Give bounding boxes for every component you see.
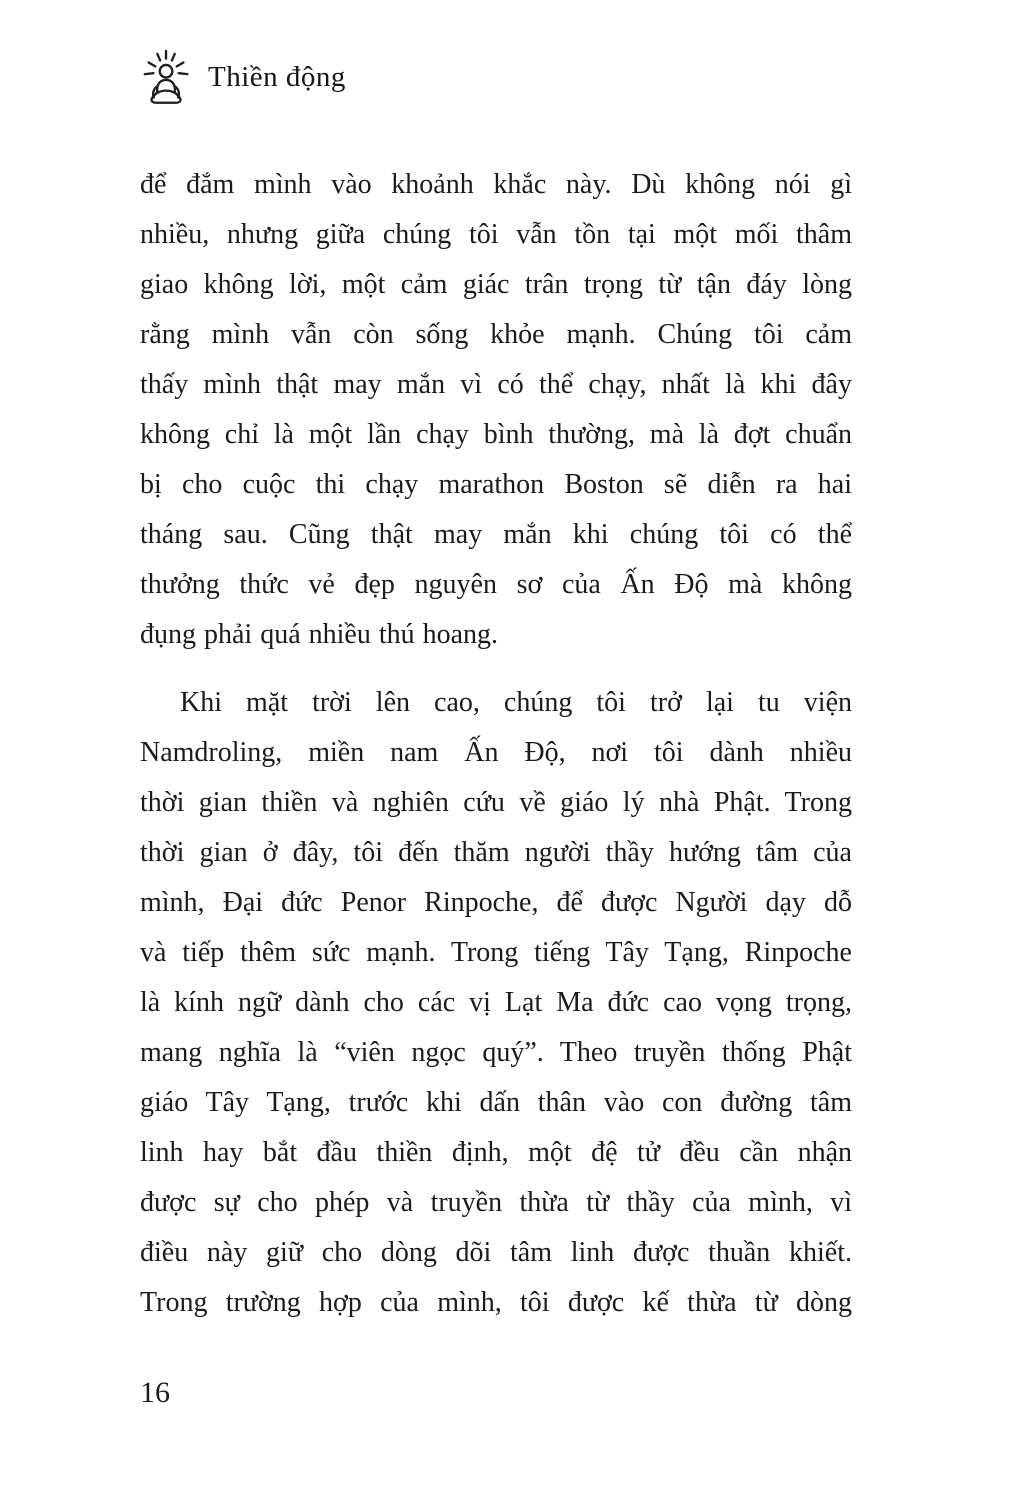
text-line: tháng sau. Cũng thật may mắn khi chúng tôi có thể	[140, 519, 852, 550]
running-header-title: Thiền động	[208, 60, 346, 93]
text-line: mang nghĩa là “viên ngọc quý”. Theo truyền thống Phật	[140, 1037, 852, 1068]
text-line: được sự cho phép và truyền thừa từ thầy của mình, vì	[140, 1187, 852, 1218]
text-line: đụng phải quá nhiều thú hoang.	[140, 619, 499, 650]
text-line: để đắm mình vào khoảnh khắc này. Dù không nói gì	[140, 169, 852, 200]
text-line: linh hay bắt đầu thiền định, một đệ tử đều cần nhận	[140, 1137, 852, 1168]
text-line: thưởng thức vẻ đẹp nguyên sơ của Ấn Độ mà không	[140, 569, 852, 600]
text-line: Khi mặt trời lên cao, chúng tôi trở lại tu viện	[180, 687, 852, 718]
text-line: thấy mình thật may mắn vì có thể chạy, nhất là khi đây	[140, 369, 852, 400]
text-line: điều này giữ cho dòng dõi tâm linh được thuần khiết.	[140, 1237, 852, 1268]
text-line: mình, Đại đức Penor Rinpoche, để được Người dạy dỗ	[140, 887, 852, 918]
text-line: bị cho cuộc thi chạy marathon Boston sẽ diễn ra hai	[140, 469, 852, 500]
text-line: giao không lời, một cảm giác trân trọng từ tận đáy lòng	[140, 269, 852, 300]
page-number: 16	[140, 1376, 170, 1409]
page-header	[136, 48, 346, 110]
text-line: không chỉ là một lần chạy bình thường, mà là đợt chuẩn	[140, 419, 852, 450]
text-line: rằng mình vẫn còn sống khỏe mạnh. Chúng tôi cảm	[140, 319, 852, 350]
text-line: thời gian ở đây, tôi đến thăm người thầy hướng tâm của	[140, 837, 852, 868]
text-line: thời gian thiền và nghiên cứu về giáo lý nhà Phật. Trong	[140, 787, 852, 818]
text-line: là kính ngữ dành cho các vị Lạt Ma đức cao vọng trọng,	[140, 987, 852, 1018]
text-line: và tiếp thêm sức mạnh. Trong tiếng Tây Tạng, Rinpoche	[140, 937, 852, 968]
paragraph	[140, 678, 852, 1328]
paragraph	[140, 160, 852, 660]
text-line: giáo Tây Tạng, trước khi dấn thân vào con đường tâm	[140, 1087, 852, 1118]
text-line: nhiều, nhưng giữa chúng tôi vẫn tồn tại một mối thâm	[140, 219, 852, 250]
meditation-icon	[136, 48, 198, 110]
text-block	[140, 160, 852, 1328]
text-line: Namdroling, miền nam Ấn Độ, nơi tôi dành nhiều	[140, 737, 852, 768]
text-line: Trong trường hợp của mình, tôi được kế thừa từ dòng	[140, 1287, 852, 1318]
